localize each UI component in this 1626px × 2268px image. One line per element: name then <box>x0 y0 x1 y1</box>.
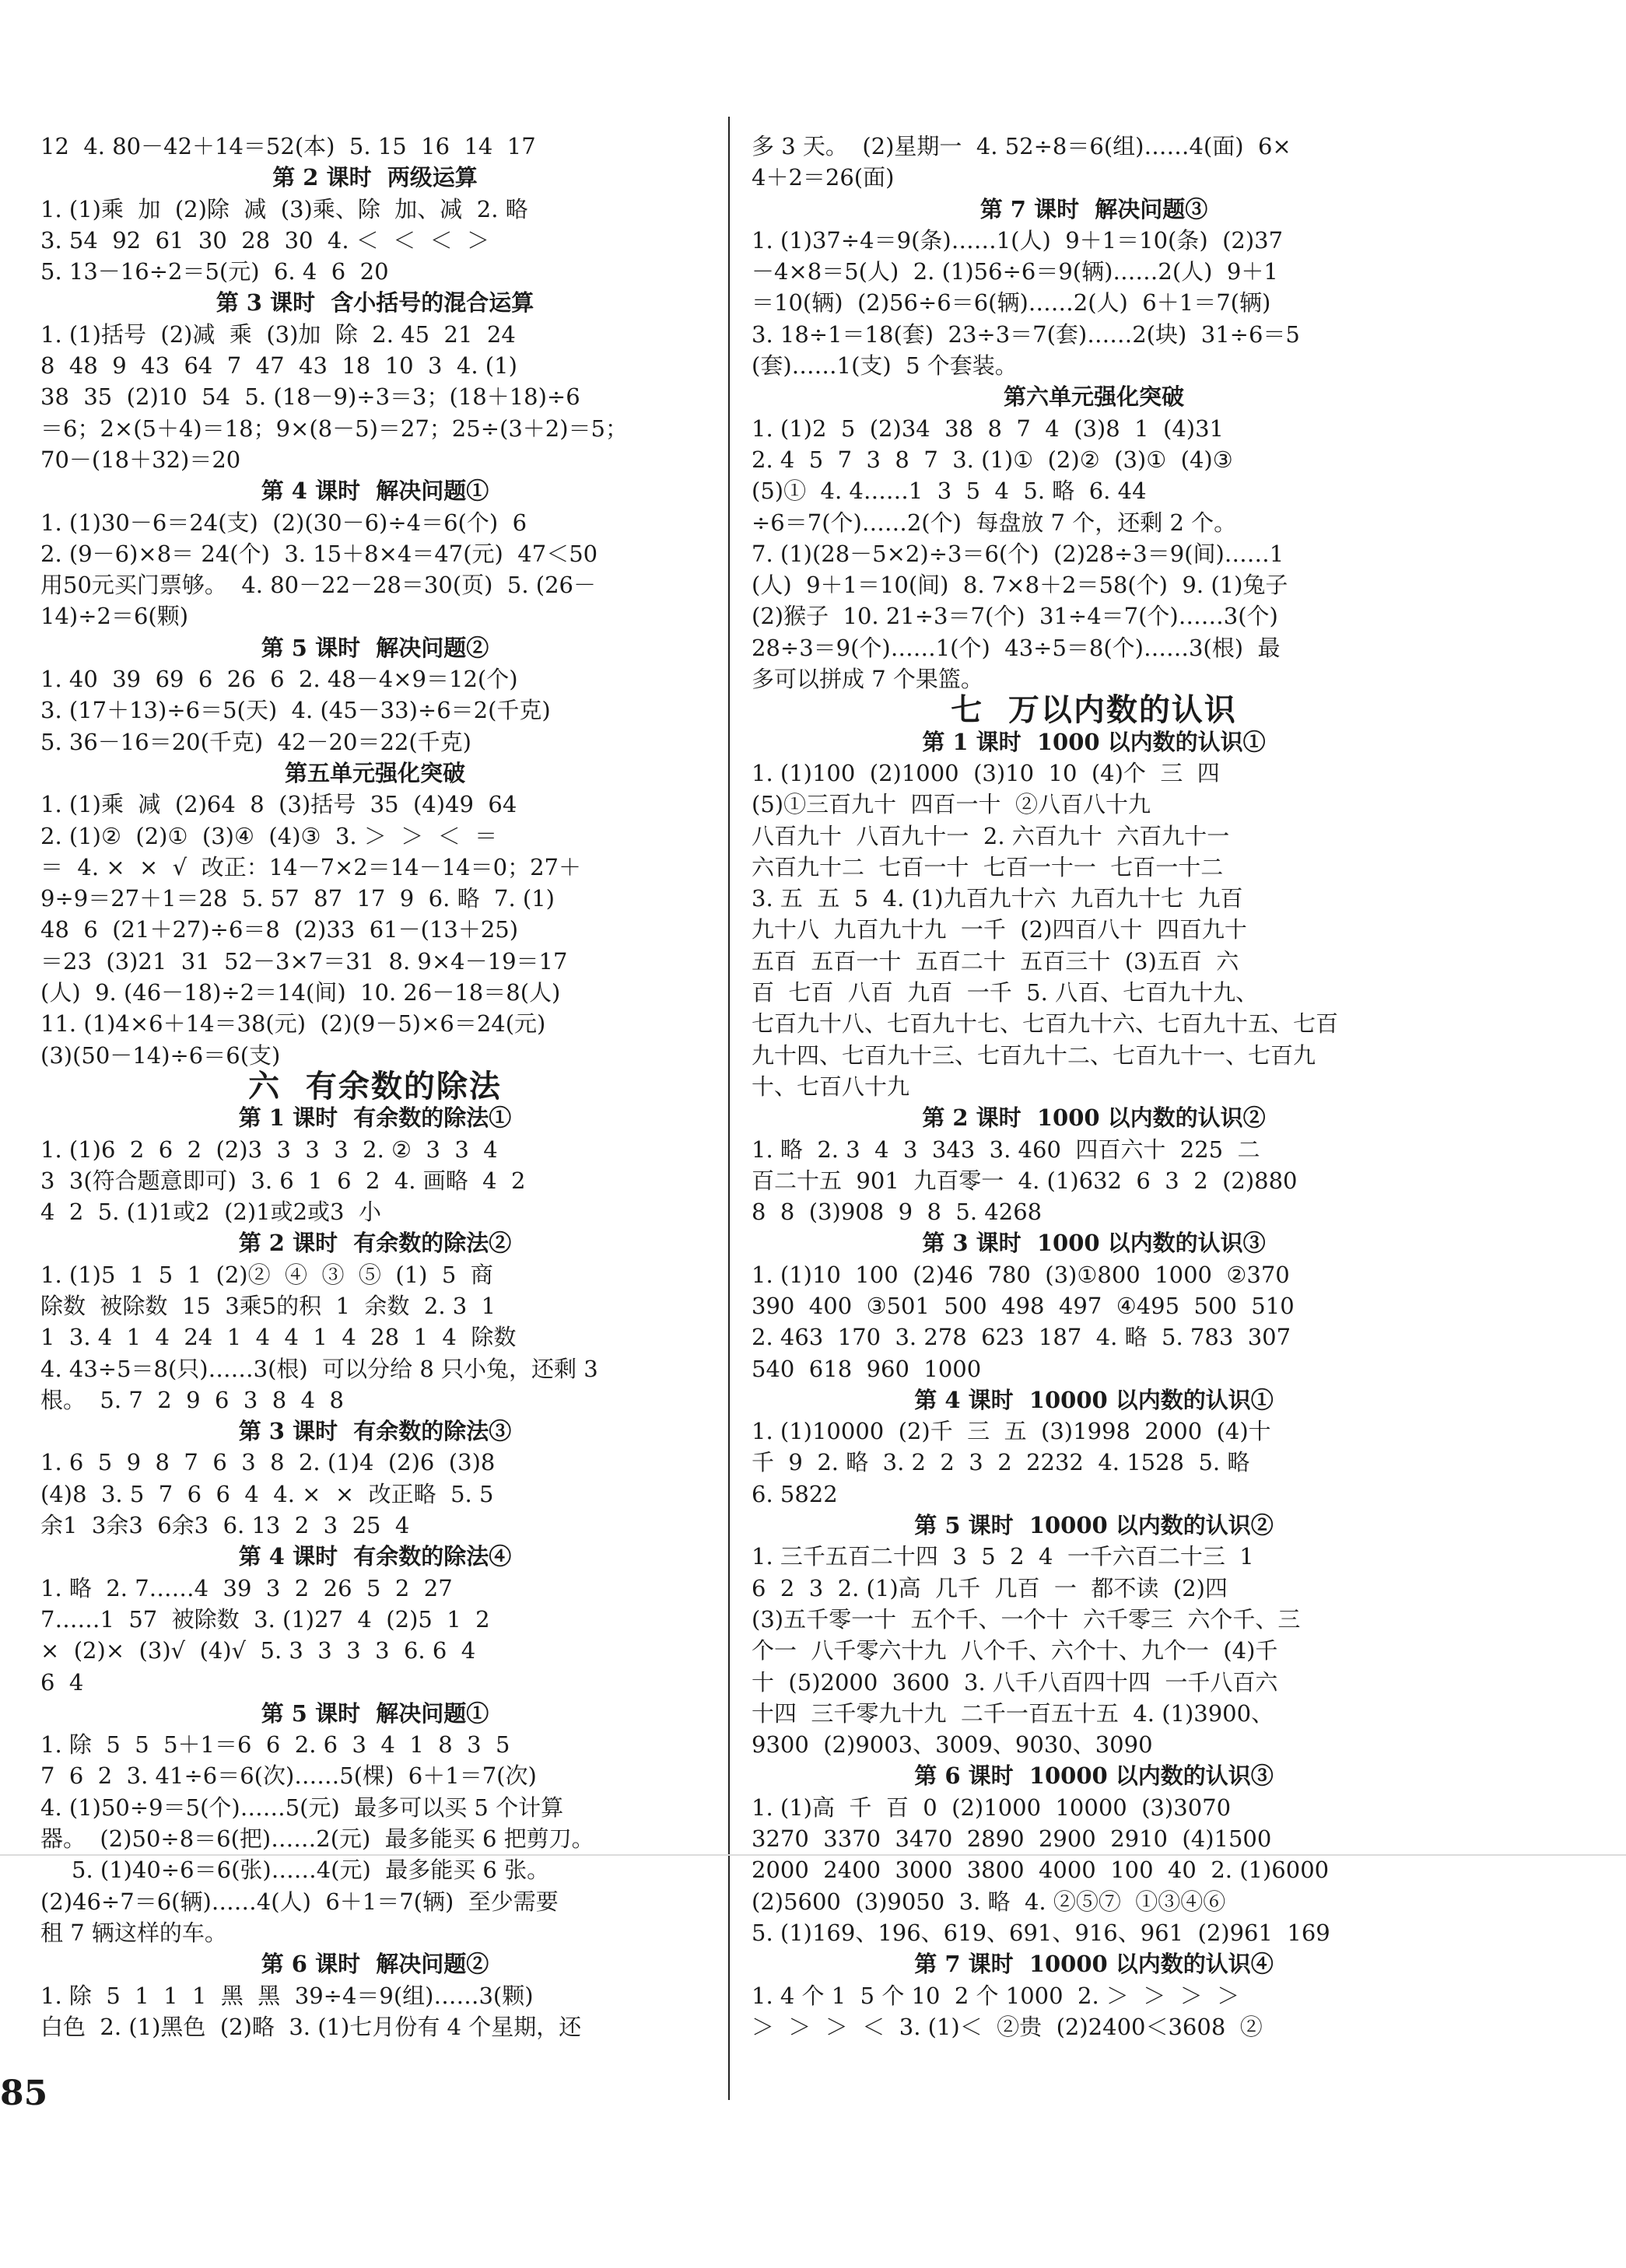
right-column <box>752 131 1436 2042</box>
answer-line: 百 七百 八百 九百 一千 5. 八百、七百九十九、 <box>752 979 1259 1006</box>
answer-line: (人) 9＋1＝10(间) 8. 7×8＋2＝58(个) 9. (1)兔子 <box>752 572 1288 599</box>
answer-line: 根。 5. 7 2 9 6 3 8 4 8 <box>40 1386 344 1413</box>
chapter-heading: 七 万以内数的认识 <box>951 691 1237 729</box>
answer-line: 2000 2400 3000 3800 4000 100 40 2. (1)6000 <box>752 1857 1330 1884</box>
section-heading: 第 7 课时 解决问题③ <box>979 195 1208 222</box>
answer-line: 1. 略 2. 7……4 39 3 2 26 5 2 27 <box>40 1574 453 1601</box>
answer-line: 2. 4 5 7 3 8 7 3. (1)① (2)② (3)① (4)③ <box>752 446 1233 473</box>
section-heading: 第 1 课时 有余数的除法① <box>238 1104 512 1132</box>
answer-line: 48 6 (21＋27)÷6＝8 (2)33 61－(13＋25) <box>40 916 519 943</box>
answer-line: (3)五千零一十 五个千、一个十 六千零三 六个千、三 <box>752 1605 1301 1633</box>
answer-line: 8 8 (3)908 9 8 5. 4268 <box>752 1199 1043 1226</box>
answer-line: 390 400 ③501 500 498 497 ④495 500 510 <box>752 1292 1295 1319</box>
answer-line: 八百九十 八百九十一 2. 六百九十 六百九十一 <box>752 822 1230 849</box>
answer-line: (3)(50－14)÷6＝6(支) <box>40 1041 281 1069</box>
left-column <box>40 131 710 2042</box>
answer-line: 7……1 57 被除数 3. (1)27 4 (2)5 1 2 <box>40 1605 490 1633</box>
answer-line: 4＋2＝26(面) <box>752 164 895 191</box>
answer-line: 28÷3＝9(个)……1(个) 43÷5＝8(个)……3(根) 最 <box>752 634 1281 661</box>
answer-line: 用50元买门票够。 4. 80－22－28＝30(页) 5. (26－ <box>40 572 596 599</box>
answer-line: 1. (1)100 (2)1000 (3)10 10 (4)个 三 四 <box>752 759 1220 786</box>
section-heading: 第 3 课时 有余数的除法③ <box>238 1418 512 1445</box>
answer-line: 5. (1)40÷6＝6(张)……4(元) 最多能买 6 张。 <box>72 1857 550 1884</box>
answer-line: 2. 463 170 3. 278 623 187 4. 略 5. 783 307 <box>752 1324 1291 1351</box>
answer-line: 1. 4 个 1 5 个 10 2 个 1000 2. ＞ ＞ ＞ ＞ <box>752 1982 1240 2009</box>
section-heading: 第 1 课时 1000 以内数的认识① <box>922 728 1266 755</box>
section-heading: 第 6 课时 解决问题② <box>261 1951 489 1978</box>
answer-line: －4×8＝5(人) 2. (1)56÷6＝9(辆)……2(人) 9＋1 <box>752 258 1278 285</box>
answer-line: 1. 40 39 69 6 26 6 2. 48－4×9＝12(个) <box>40 666 518 693</box>
answer-line: 7. (1)(28－5×2)÷3＝6(个) (2)28÷3＝9(间)……1 <box>752 540 1284 567</box>
section-heading: 第 5 课时 解决问题② <box>261 634 489 661</box>
answer-line: 12 4. 80－42＋14＝52(本) 5. 15 16 14 17 <box>40 133 536 159</box>
answer-line: (2)5600 (3)9050 3. 略 4. ②⑤⑦ ①③④⑥ <box>752 1888 1226 1915</box>
answer-line: 9300 (2)9003、3009、9030、3090 <box>752 1731 1153 1759</box>
answer-line: 5. 13－16÷2＝5(元) 6. 4 6 20 <box>40 258 389 285</box>
answer-line: 1 3. 4 1 4 24 1 4 4 1 4 28 1 4 除数 <box>40 1324 517 1351</box>
section-heading: 第 4 课时 有余数的除法④ <box>238 1543 512 1570</box>
answer-line: 租 7 辆这样的车。 <box>40 1919 227 1946</box>
answer-line: 1. (1)2 5 (2)34 38 8 7 4 (3)8 1 (4)31 <box>752 415 1224 442</box>
answer-line: 70－(18＋32)＝20 <box>40 446 241 473</box>
answer-line: 3. 18÷1＝18(套) 23÷3＝7(套)……2(块) 31÷6＝5 <box>752 320 1300 348</box>
answer-line: 5. (1)169、196、619、691、916、961 (2)961 169 <box>752 1919 1330 1946</box>
section-heading: 第 6 课时 10000 以内数的认识③ <box>914 1762 1274 1790</box>
answer-line: 3270 3370 3470 2890 2900 2910 (4)1500 <box>752 1825 1272 1853</box>
section-heading: 第 4 课时 10000 以内数的认识① <box>914 1386 1274 1413</box>
answer-line: 3 3(符合题意即可) 3. 6 1 6 2 4. 画略 4 2 <box>40 1167 526 1194</box>
answer-line: 2. (1)② (2)① (3)④ (4)③ 3. ＞ ＞ ＜ ＝ <box>40 822 498 849</box>
chapter-heading: 六 有余数的除法 <box>248 1067 502 1104</box>
answer-line: 十四 三千零九十九 二千一百五十五 4. (1)3900、 <box>752 1699 1274 1727</box>
answer-line: 7 6 2 3. 41÷6＝6(次)……5(棵) 6＋1＝7(次) <box>40 1762 537 1790</box>
answer-line: 1. (1)10 100 (2)46 780 (3)①800 1000 ②370 <box>752 1261 1290 1288</box>
answer-line: 白色 2. (1)黑色 (2)略 3. (1)七月份有 4 个星期，还 <box>40 2013 582 2040</box>
answer-line: ＝23 (3)21 31 52－3×7＝31 8. 9×4－19＝17 <box>40 947 568 975</box>
answer-line: 十、七百八十九 <box>752 1073 910 1100</box>
answer-line: 千 9 2. 略 3. 2 2 3 2 2232 4. 1528 5. 略 <box>752 1449 1250 1476</box>
answer-line: 七百九十八、七百九十七、七百九十六、七百九十五、七百 <box>752 1010 1339 1038</box>
section-heading: 第六单元强化突破 <box>1003 383 1184 411</box>
section-heading: 第 2 课时 1000 以内数的认识② <box>922 1104 1266 1132</box>
answer-line: 1. 6 5 9 8 7 6 3 8 2. (1)4 (2)6 (3)8 <box>40 1449 496 1476</box>
answer-line: 个一 八千零六十九 八个千、六个十、九个一 (4)千 <box>752 1637 1278 1664</box>
answer-line: (5)①三百九十 四百一十 ②八百八十九 <box>752 791 1151 818</box>
answer-line: (2)46÷7＝6(辆)……4(人) 6＋1＝7(辆) 至少需要 <box>40 1888 559 1915</box>
answer-line: 4. (1)50÷9＝5(个)……5(元) 最多可以买 5 个计算 <box>40 1794 564 1821</box>
answer-line: ＝6；2×(5＋4)＝18；9×(8－5)＝27；25÷(3＋2)＝5； <box>40 415 628 442</box>
answer-line: (4)8 3. 5 7 6 6 4 4. × × 改正略 5. 5 <box>40 1480 494 1507</box>
answer-line: ＞ ＞ ＞ ＜ 3. (1)＜ ②贵 (2)2400＜3608 ② <box>752 2013 1263 2040</box>
answer-line: 除数 被除数 15 3乘5的积 1 余数 2. 3 1 <box>40 1292 496 1319</box>
answer-line: 1. 除 5 1 1 1 黑 黑 39÷4＝9(组)……3(颗) <box>40 1982 534 2009</box>
answer-line: 九十八 九百九十九 一千 (2)四百八十 四百九十 <box>752 916 1247 943</box>
answer-line: 1. (1)6 2 6 2 (2)3 3 3 3 2. ② 3 3 4 <box>40 1136 498 1163</box>
answer-line: 六百九十二 七百一十 七百一十一 七百一十二 <box>752 853 1224 880</box>
page-number: 85 <box>0 2074 48 2113</box>
answer-line: (人) 9. (46－18)÷2＝14(间) 10. 26－18＝8(人) <box>40 979 561 1006</box>
answer-line: ＝ 4. × × √ 改正：14－7×2＝14－14＝0；27＋ <box>40 853 581 880</box>
answer-line: 1. (1)乘 减 (2)64 8 (3)括号 35 (4)49 64 <box>40 791 517 818</box>
answer-line: × (2)× (3)√ (4)√ 5. 3 3 3 3 6. 6 4 <box>40 1637 476 1664</box>
answer-line: 十 (5)2000 3600 3. 八千八百四十四 一千八百六 <box>752 1668 1278 1696</box>
answer-line: ＝10(辆) (2)56÷6＝6(辆)……2(人) 6＋1＝7(辆) <box>752 289 1271 317</box>
answer-line: 6 4 <box>40 1668 84 1696</box>
answer-line: 1. (1)10000 (2)千 三 五 (3)1998 2000 (4)十 <box>752 1418 1271 1445</box>
answer-line: 九十四、七百九十三、七百九十二、七百九十一、七百九 <box>752 1041 1316 1069</box>
section-heading: 第 2 课时 有余数的除法② <box>238 1230 512 1257</box>
answer-line: 百二十五 901 九百零一 4. (1)632 6 3 2 (2)880 <box>752 1167 1298 1194</box>
answer-line: 8 48 9 43 64 7 47 43 18 10 3 4. (1) <box>40 352 517 380</box>
answer-line: 3. 54 92 61 30 28 30 4. ＜ ＜ ＜ ＞ <box>40 226 490 254</box>
answer-line: 余1 3余3 6余3 6. 13 2 3 25 4 <box>40 1512 410 1539</box>
answer-line: 1. 略 2. 3 4 3 343 3. 460 四百六十 225 二 <box>752 1136 1260 1163</box>
answer-line: 38 35 (2)10 54 5. (18－9)÷3＝3；(18＋18)÷6 <box>40 383 580 411</box>
section-heading: 第 4 课时 解决问题① <box>261 478 489 505</box>
answer-line: 9÷9＝27＋1＝28 5. 57 87 17 9 6. 略 7. (1) <box>40 885 555 912</box>
column-divider <box>728 117 730 2100</box>
answer-line: 540 618 960 1000 <box>752 1355 982 1382</box>
section-heading: 第 5 课时 10000 以内数的认识② <box>914 1512 1274 1539</box>
answer-line: 14)÷2＝6(颗) <box>40 603 189 630</box>
section-heading: 第 7 课时 10000 以内数的认识④ <box>914 1951 1274 1978</box>
answer-line: 多 3 天。 (2)星期一 4. 52÷8＝6(组)……4(面) 6× <box>752 133 1291 159</box>
answer-line: 6 2 3 2. (1)高 几千 几百 一 都不读 (2)四 <box>752 1574 1228 1601</box>
answer-line: 多可以拼成 7 个果篮。 <box>752 666 983 693</box>
answer-line: (5)① 4. 4……1 3 5 4 5. 略 6. 44 <box>752 478 1147 505</box>
section-heading: 第 3 课时 含小括号的混合运算 <box>216 289 534 317</box>
answer-line: 1. (1)30－6＝24(支) (2)(30－6)÷4＝6(个) 6 <box>40 509 527 536</box>
answer-line: 1. (1)5 1 5 1 (2)② ④ ③ ⑤ (1) 5 商 <box>40 1261 493 1288</box>
answer-line: 5. 36－16＝20(千克) 42－20＝22(千克) <box>40 728 471 755</box>
answer-line: 1. (1)括号 (2)减 乘 (3)加 除 2. 45 21 24 <box>40 320 516 348</box>
answer-line: 1. (1)37÷4＝9(条)……1(人) 9＋1＝10(条) (2)37 <box>752 226 1284 254</box>
answer-line: 五百 五百一十 五百二十 五百三十 (3)五百 六 <box>752 947 1239 975</box>
answer-line: 器。 (2)50÷8＝6(把)……2(元) 最多能买 6 把剪刀。 <box>40 1825 594 1853</box>
answer-line: 4. 43÷5＝8(只)……3(根) 可以分给 8 只小兔，还剩 3 <box>40 1355 598 1382</box>
answer-line: (2)猴子 10. 21÷3＝7(个) 31÷4＝7(个)……3(个) <box>752 603 1278 630</box>
answer-line: 6. 5822 <box>752 1480 838 1507</box>
answer-line: 1. 除 5 5 5＋1＝6 6 2. 6 3 4 1 8 3 5 <box>40 1731 510 1759</box>
answer-line: 1. 三千五百二十四 3 5 2 4 一千六百二十三 1 <box>752 1543 1254 1570</box>
answer-line: 3. (17＋13)÷6＝5(天) 4. (45－33)÷6＝2(千克) <box>40 697 551 724</box>
section-heading: 第五单元强化突破 <box>284 759 465 786</box>
section-heading: 第 2 课时 两级运算 <box>272 164 478 191</box>
answer-line: 2. (9－6)×8＝ 24(个) 3. 15＋8×4＝47(元) 47＜50 <box>40 540 598 567</box>
section-heading: 第 3 课时 1000 以内数的认识③ <box>922 1230 1266 1257</box>
answer-line: 11. (1)4×6＋14＝38(元) (2)(9－5)×6＝24(元) <box>40 1010 546 1038</box>
answer-line: 1. (1)高 千 百 0 (2)1000 10000 (3)3070 <box>752 1794 1232 1821</box>
answer-line: 3. 五 五 5 4. (1)九百九十六 九百九十七 九百 <box>752 885 1243 912</box>
section-heading: 第 5 课时 解决问题① <box>261 1699 489 1727</box>
answer-line: ÷6＝7(个)……2(个) 每盘放 7 个，还剩 2 个。 <box>752 509 1237 536</box>
answer-line: 4 2 5. (1)1或2 (2)1或2或3 小 <box>40 1199 381 1226</box>
answer-line: 1. (1)乘 加 (2)除 减 (3)乘、除 加、减 2. 略 <box>40 195 528 222</box>
answer-line: (套)……1(支) 5 个套装。 <box>752 352 1018 380</box>
